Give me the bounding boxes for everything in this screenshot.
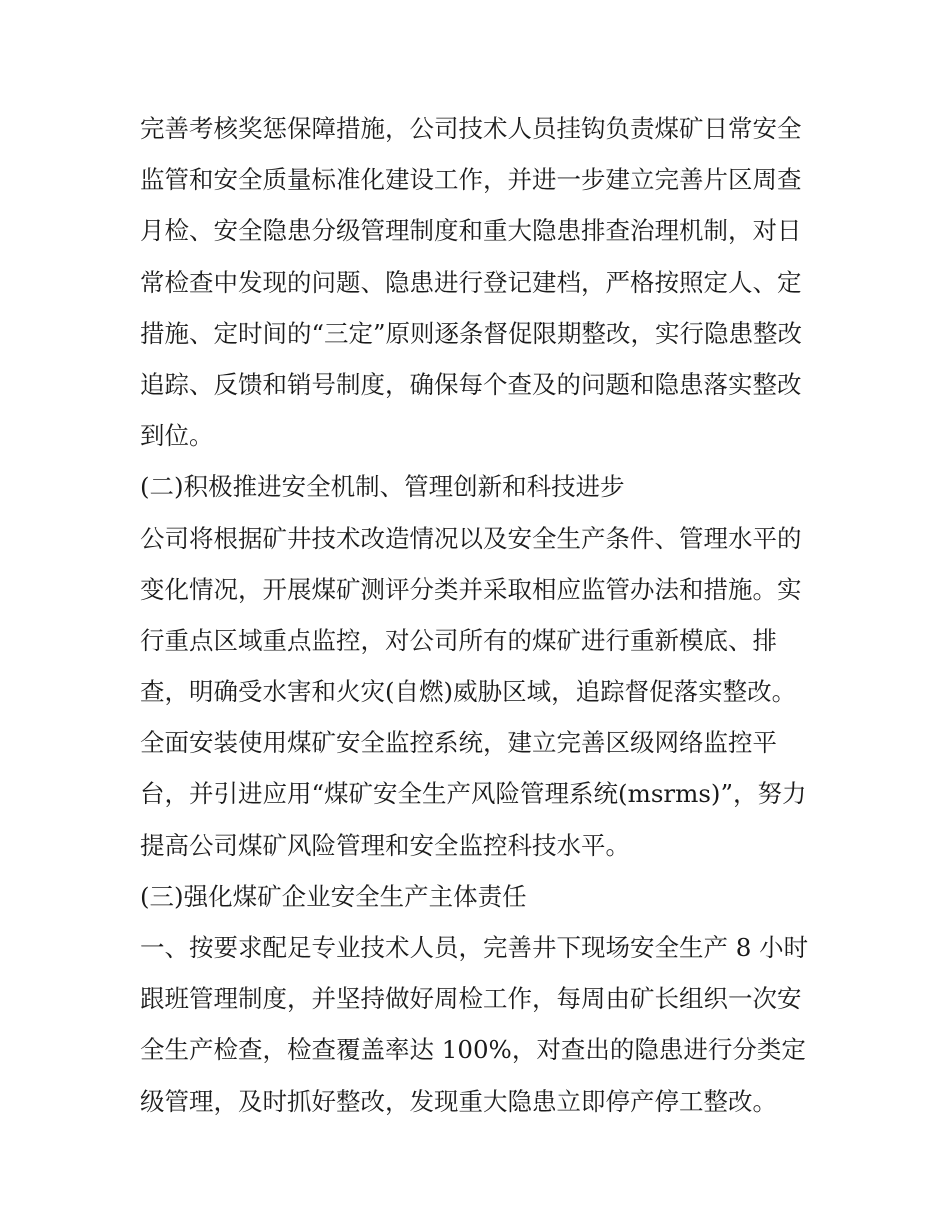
text-line: 完善考核奖惩保障措施，公司技术人员挂钩负责煤矿日常安全: [140, 114, 802, 143]
text-line: 追踪、反馈和销号制度，确保每个查及的问题和隐患落实整改: [140, 369, 802, 399]
text-line: 查，明确受水害和火灾(自燃)威胁区域，追踪督促落实整改。: [140, 677, 797, 707]
text-line: 提高公司煤矿风险管理和安全监控科技水平。: [140, 830, 630, 860]
text-line: 公司将根据矿井技术改造情况以及安全生产条件、管理水平的: [140, 523, 802, 553]
document-body: [140, 103, 815, 1127]
text-line: 台，并引进应用“煤矿安全生产风险管理系统(msrms)”，努力: [140, 779, 807, 809]
section-heading: (二)积极推进安全机制、管理创新和科技进步: [140, 472, 625, 502]
text-line: 常检查中发现的问题、隐患进行登记建档，严格按照定人、定: [140, 267, 802, 297]
text-line: 一、按要求配足专业技术人员，完善井下现场安全生产 8 小时: [140, 933, 809, 962]
text-line: 变化情况，开展煤矿测评分类并采取相应监管办法和措施。实: [140, 574, 802, 604]
section-heading: (三)强化煤矿企业安全生产主体责任: [140, 881, 527, 911]
text-line: 行重点区域重点监控，对公司所有的煤矿进行重新模底、排: [140, 625, 777, 655]
text-line: 全生产检查，检查覆盖率达 100%，对查出的隐患进行分类定: [140, 1035, 806, 1065]
text-line: 级管理，及时抓好整改，发现重大隐患立即停产停工整改。: [140, 1086, 777, 1116]
text-line: 全面安装使用煤矿安全监控系统，建立完善区级网络监控平: [140, 728, 777, 758]
text-line: 到位。: [140, 421, 214, 451]
text-line: 月检、安全隐患分级管理制度和重大隐患排查治理机制，对日: [140, 216, 802, 246]
text-line: 措施、定时间的“三定”原则逐条督促限期整改，实行隐患整改: [140, 318, 803, 348]
text-line: 跟班管理制度，并坚持做好周检工作，每周由矿长组织一次安: [140, 984, 802, 1014]
text-line: 监管和安全质量标准化建设工作，并进一步建立完善片区周查: [140, 165, 802, 195]
